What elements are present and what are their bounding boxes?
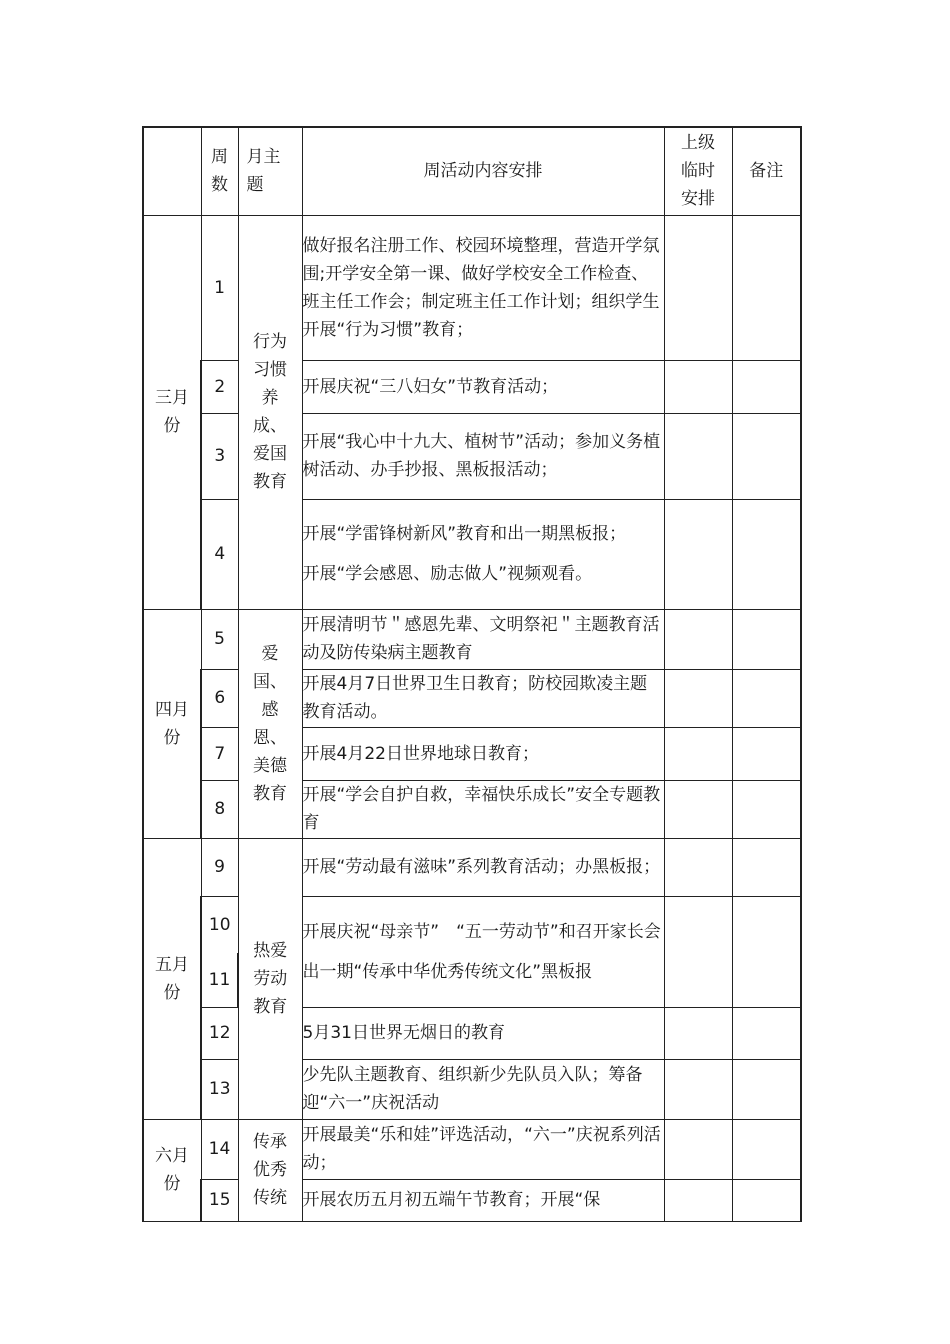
superior-cell [664, 360, 732, 413]
table-row [143, 838, 801, 896]
remark-cell [732, 215, 801, 360]
week-content: 做好报名注册工作、校园环境整理，营造开学氛围;开学安全第一课、做好学校安全工作检查、班主任工作会；制定班主任工作计划；组织学生开展“行为习惯”教育； [302, 215, 664, 360]
superior-cell [664, 499, 732, 609]
theme-may: 热爱 劳动 教育 [238, 838, 302, 1119]
remark-cell [732, 780, 801, 838]
table-row [143, 609, 801, 669]
week-number: 6 [201, 669, 238, 727]
week-number: 10 [201, 896, 238, 953]
week-content: 开展“劳动最有滋味”系列教育活动；办黑板报； [302, 838, 664, 896]
header-week: 周 数 [201, 127, 238, 215]
month-may: 五月 份 [143, 838, 201, 1119]
superior-cell [664, 896, 732, 1007]
week-content-line: 开展“学会感恩、励志做人”视频观看。 [302, 564, 593, 584]
remark-cell [732, 1059, 801, 1119]
week-number: 14 [201, 1119, 238, 1179]
week-number: 3 [201, 413, 238, 499]
week-content: 5月31日世界无烟日的教育 [302, 1007, 664, 1059]
activity-plan-table [142, 126, 802, 1222]
week-number: 5 [201, 609, 238, 669]
week-content [302, 896, 664, 1007]
week-content-line: 开展庆祝“母亲节” “五一劳动节”和召开家长会 [302, 921, 661, 942]
month-march: 三月 份 [143, 215, 201, 609]
week-content [302, 499, 664, 609]
superior-cell [664, 780, 732, 838]
week-content-line: 出一期“传承中华优秀传统文化”黑板报 [302, 961, 593, 982]
week-number: 1 [201, 215, 238, 360]
remark-cell [732, 669, 801, 727]
week-content: 开展“我心中十九大、植树节”活动；参加义务植树活动、办手抄报、黑板报活动； [302, 413, 664, 499]
week-number: 9 [201, 838, 238, 896]
superior-cell [664, 838, 732, 896]
remark-cell [732, 727, 801, 780]
header-superior: 上级 临时 安排 [664, 127, 732, 215]
remark-cell [732, 499, 801, 609]
week-number: 15 [201, 1179, 238, 1221]
remark-cell [732, 413, 801, 499]
week-content: 开展清明节＂感恩先辈、文明祭祀＂主题教育活动及防传染病主题教育 [302, 609, 664, 669]
week-content: 开展4月22日世界地球日教育； [302, 727, 664, 780]
week-content: 开展最美“乐和娃”评选活动，“六一”庆祝系列活动； [302, 1119, 664, 1179]
remark-cell [732, 896, 801, 1007]
superior-cell [664, 1179, 732, 1221]
remark-cell [732, 1179, 801, 1221]
header-remark: 备注 [732, 127, 801, 215]
week-number: 11 [201, 953, 238, 1007]
header-row [143, 127, 801, 215]
superior-cell [664, 1007, 732, 1059]
superior-cell [664, 1059, 732, 1119]
remark-cell [732, 1007, 801, 1059]
week-content: 开展“学会自护自救，幸福快乐成长”安全专题教育 [302, 780, 664, 838]
superior-cell [664, 609, 732, 669]
superior-cell [664, 215, 732, 360]
week-number: 13 [201, 1059, 238, 1119]
header-theme: 月主 题 [238, 127, 302, 215]
remark-cell [732, 838, 801, 896]
week-number: 12 [201, 1007, 238, 1059]
theme-june: 传承 优秀 传统 [238, 1119, 302, 1221]
remark-cell [732, 360, 801, 413]
week-number: 8 [201, 780, 238, 838]
superior-cell [664, 669, 732, 727]
week-number: 4 [201, 499, 238, 609]
week-content: 开展庆祝“三八妇女”节教育活动； [302, 360, 664, 413]
remark-cell [732, 609, 801, 669]
remark-cell [732, 1119, 801, 1179]
week-content: 开展农历五月初五端午节教育；开展“保 [302, 1179, 664, 1221]
superior-cell [664, 727, 732, 780]
week-number: 2 [201, 360, 238, 413]
table-row [143, 1119, 801, 1179]
week-content-line: 开展“学雷锋树新风”教育和出一期黑板报； [302, 524, 627, 544]
month-june: 六月 份 [143, 1119, 201, 1221]
theme-march: 行为 习惯 养 成、 爱国 教育 [238, 215, 302, 609]
theme-april: 爱 国、 感 恩、 美德 教育 [238, 609, 302, 838]
header-blank-cell [143, 127, 201, 215]
week-content: 开展4月7日世界卫生日教育；防校园欺凌主题教育活动。 [302, 669, 664, 727]
week-content: 少先队主题教育、组织新少先队员入队；筹备迎“六一”庆祝活动 [302, 1059, 664, 1119]
superior-cell [664, 1119, 732, 1179]
header-content: 周活动内容安排 [302, 127, 664, 215]
month-april: 四月 份 [143, 609, 201, 838]
table-row [143, 215, 801, 360]
superior-cell [664, 413, 732, 499]
week-number: 7 [201, 727, 238, 780]
